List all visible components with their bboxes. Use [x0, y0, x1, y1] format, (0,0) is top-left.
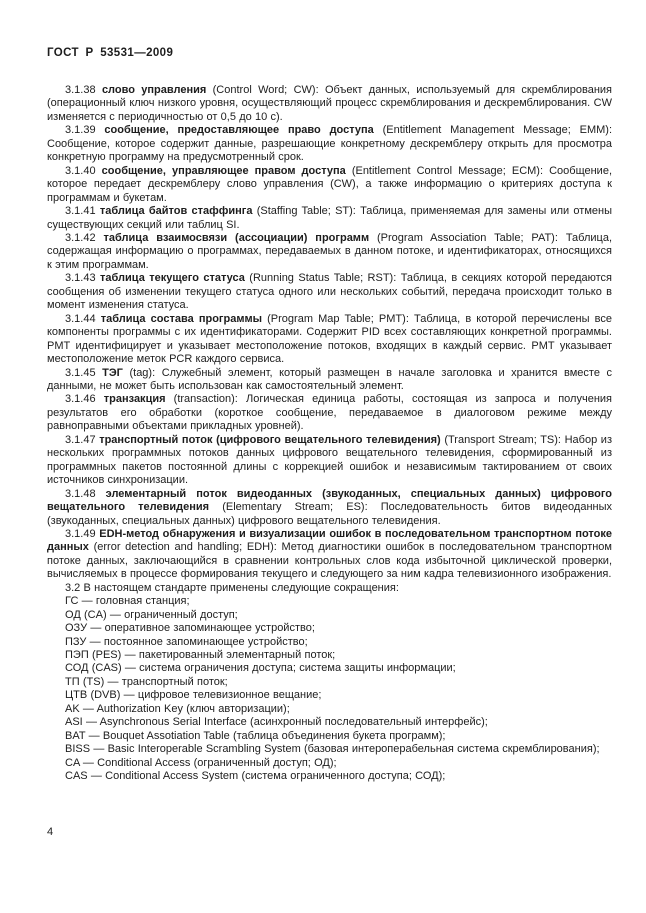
- term-title: элементарный поток видеоданных (звукоданных, специальных данных) цифрового вещательного телевидения: [47, 487, 612, 514]
- term-number: 3.1.41: [65, 205, 100, 218]
- term-number: 3.1.40: [65, 164, 102, 177]
- term-body: (Entitlement Control Message; ECM): Сообщение, которое передает дескремблеру слово управления (CW), а также информацию о критериях доступа к программам и букетам.: [47, 164, 613, 204]
- term-paragraph: [47, 367, 612, 394]
- term-paragraph: [47, 313, 612, 367]
- term-body: (Running Status Table; RST): Таблица, в секциях которой передаются сообщения об изменении текущего статуса одного или нескольких событий, передача происходит только в момент изменения статуса.: [47, 272, 613, 312]
- term-body: (Elementary Stream; ES): Последовательность битов видеоданных (звукоданных, специальных данных) цифрового вещательного телевидения.: [47, 501, 613, 527]
- term-paragraph: [47, 124, 612, 164]
- abbreviation-item: CA — Conditional Access (ограниченный доступ; ОД);: [65, 756, 337, 769]
- abbreviation-item: ТП (TS) — транспортный поток;: [65, 675, 228, 688]
- term-number: 3.1.45: [65, 366, 103, 379]
- term-paragraph: [47, 84, 612, 124]
- term-paragraph: [47, 434, 612, 488]
- term-number: 3.1.42: [65, 231, 104, 244]
- term-title: слово управления: [101, 84, 207, 96]
- term-title: транспортный поток (цифрового вещательного телевидения): [99, 433, 441, 446]
- term-number: 3.1.46: [65, 393, 104, 406]
- term-number: 3.1.38: [65, 84, 102, 96]
- term-body: (Transport Stream; TS): Набор из нескольких программных потоков данных цифрового вещательного телевидения, сформированный из программных пакетов постоянной длины с коррекцией ошибок и независимым тактированием от своих источников синхронизации.: [47, 433, 612, 487]
- term-body: (Control Word; CW): Объект данных, используемый для скремблирования (операционный ключ низкого уровня, осуществляющий процесс скремблирования и дескремблирования. CW изменяется с периодичностью от 0,5 до 10 с).: [47, 84, 612, 123]
- term-title: ТЭГ: [102, 366, 123, 379]
- page-number: 4: [47, 826, 54, 838]
- term-number: 3.1.49: [65, 527, 100, 540]
- term-body: (Staffing Table; ST): Таблица, применяемая для замены или отмены существующих секций или таблиц SI.: [47, 205, 613, 231]
- abbreviation-item: ГС — головная станция;: [65, 595, 190, 608]
- term-title: таблица байтов стаффинга: [99, 205, 253, 218]
- term-title: таблица взаимосвязи (ассоциации) программ: [103, 231, 370, 244]
- term-paragraph: [47, 205, 612, 232]
- term-body: (tag): Служебный элемент, который размещен в начале заголовка и хранится вместе с данными, не может быть использован как самостоятельный элемент.: [47, 366, 612, 392]
- abbreviation-item: AK — Authorization Key (ключ авторизации);: [65, 702, 290, 715]
- abbreviation-item: ПЭП (PES) — пакетированный элементарный поток;: [65, 649, 336, 662]
- term-paragraph: [47, 272, 612, 312]
- abbreviations-intro: 3.2 В настоящем стандарте применены следующие сокращения:: [65, 581, 399, 594]
- term-body: (error detection and handling; EDH): Метод диагностики ошибок в последовательном транспортном потоке данных, заключающийся в сравнении контрольных слов кода избыточной циклической проверки, вычисляемых в процессе формирования текущего и следующего за ним кадра телевизионного изображения.: [47, 541, 612, 581]
- terms-section: [47, 84, 612, 582]
- term-paragraph: [47, 165, 612, 205]
- term-paragraph: [47, 393, 612, 433]
- term-paragraph: [47, 232, 612, 272]
- term-title: сообщение, управляющее правом доступа: [101, 164, 346, 177]
- term-paragraph: [47, 528, 612, 582]
- abbreviation-item: ОЗУ — оперативное запоминающее устройство;: [65, 622, 315, 635]
- abbreviation-item: ЦТВ (DVB) — цифровое телевизионное вещание;: [65, 689, 322, 702]
- term-number: 3.1.44: [65, 312, 101, 325]
- term-body: (Program Association Table; PAT): Таблица, содержащая информацию о программах, передаваемых в данном потоке, и идентификаторах, относящихся к этим программам.: [47, 231, 613, 271]
- term-number: 3.1.48: [65, 487, 106, 500]
- term-title: таблица текущего статуса: [100, 272, 245, 285]
- abbreviation-item: BAT — Bouquet Assotiation Table (таблица объединения букета программ);: [65, 729, 446, 742]
- term-body: (transaction): Логическая единица работы, состоящая из запроса и получения результатов его обработки (короткое сообщение, передаваемое в диалоговом режиме между равноправными объектами прикладных уровней).: [47, 393, 613, 433]
- abbreviation-item: ОД (CA) — ограниченный доступ;: [65, 608, 238, 621]
- term-paragraph: [47, 488, 612, 528]
- term-title: EDH-метод обнаружения и визуализации ошибок в последовательном транспортном потоке данных: [47, 527, 612, 554]
- abbreviation-item: BISS — Basic Interoperable Scrambling System (базовая интероперабельная система скремблирования);: [65, 743, 600, 756]
- term-title: таблица состава программы: [100, 312, 262, 325]
- abbreviation-item: СОД (CAS) — система ограничения доступа; система защиты информации;: [65, 662, 456, 675]
- term-number: 3.1.47: [65, 433, 100, 446]
- term-body: (Entitlement Management Message; EMM): Сообщение, которое содержит данные, разрешающие конкретному дескремблеру открыть для просмотра конкретную программу на предусмотренный срок.: [47, 124, 613, 164]
- abbreviation-item: CAS — Conditional Access System (система ограниченного доступа; СОД);: [65, 770, 446, 783]
- document-header: ГОСТ Р 53531—2009: [47, 47, 174, 59]
- abbreviations-section: [47, 582, 612, 784]
- term-title: сообщение, предоставляющее право доступа: [104, 124, 374, 137]
- term-number: 3.1.43: [65, 272, 101, 285]
- term-body: (Program Map Table; PMT): Таблица, в которой перечислены все компоненты программы с их идентификаторами. Содержит PID всех составляющих конкретной программы. PMT идентифицирует и указывает местоположение потоков, входящих в каждый сервис. PMT указывает местоположение меток PCR каждого сервиса.: [47, 312, 612, 366]
- abbreviation-item: ПЗУ — постоянное запоминающее устройство;: [65, 635, 308, 648]
- abbreviation-item: ASI — Asynchronous Serial Interface (асинхронный последовательный интерфейс);: [65, 716, 488, 729]
- term-number: 3.1.39: [65, 124, 105, 137]
- term-title: транзакция: [103, 393, 166, 406]
